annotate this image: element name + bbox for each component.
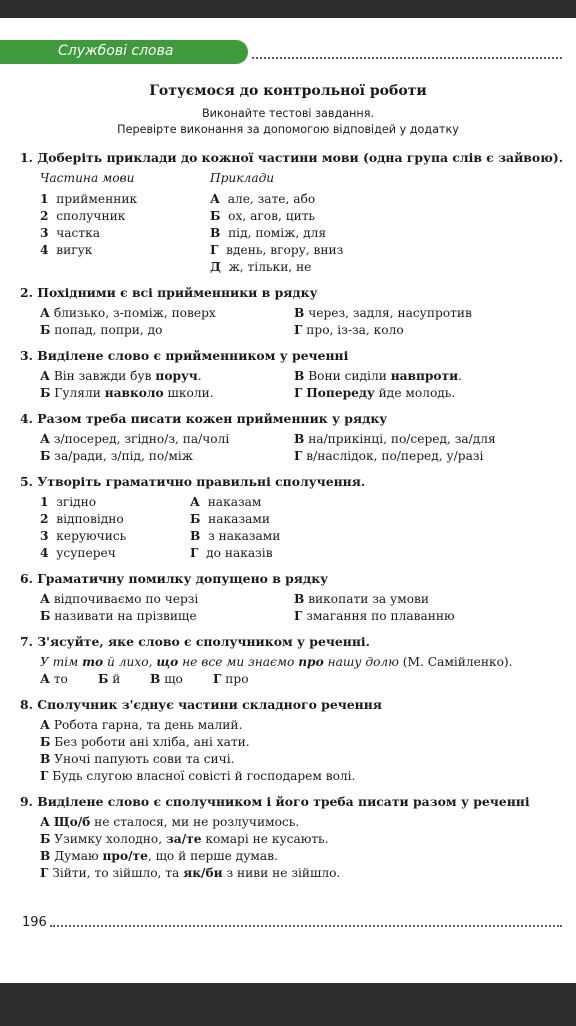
q1-part: 4 вигук <box>40 243 93 257</box>
q8-option-b: Б Без роботи ані хліба, ані хати. <box>40 735 250 749</box>
q4-option-b: Б за/ради, з/під, по/між <box>40 449 193 463</box>
q1-part: 3 частка <box>40 226 101 240</box>
q1-example: Д ж, тільки, не <box>210 260 312 274</box>
q5-right-item: Б наказами <box>190 512 270 526</box>
q8-option-g: Г Будь слугою власної совісті й господарем волі. <box>40 769 356 783</box>
q5-left-item: 2 відповідно <box>40 512 124 526</box>
q7-question: 7. З'ясуйте, яке слово є сполучником у реченні. <box>20 634 370 649</box>
q1-part: 2 сполучник <box>40 209 126 223</box>
q7-option-a: А то <box>40 672 68 686</box>
q8-option-v: В Уночі папують сови та сичі. <box>40 752 235 766</box>
q2-option-v: В через, задля, насупротив <box>294 306 472 320</box>
page-number: 196 <box>22 915 47 930</box>
q3-option-v: В Вони сиділи навпроти. <box>294 369 463 383</box>
q5-left-item: 4 усупереч <box>40 546 116 560</box>
instruction-2: Перевірте виконання за допомогою відповідей у додатку <box>117 123 459 136</box>
q7-option-g: Г про <box>213 672 249 686</box>
q6-question: 6. Граматичну помилку допущено в рядку <box>20 571 329 586</box>
q9-option-a: А Що/б не сталося, ми не розлучимось. <box>40 815 300 829</box>
q1-part: 1 прийменник <box>40 192 138 206</box>
q3-option-a: А Він завжди був поруч. <box>40 369 202 383</box>
q8-option-a: А Робота гарна, та день малий. <box>40 718 243 732</box>
q4-option-v: В на/прикінці, по/серед, за/для <box>294 432 496 446</box>
footer-dotted-line <box>50 925 562 927</box>
q8-question: 8. Сполучник з'єднує частини складного речення <box>20 697 382 712</box>
q7-option-b: Б й <box>98 672 121 686</box>
page-title: Готуємося до контрольної роботи <box>149 83 427 99</box>
q1-question: 1. Доберіть приклади до кожної частини мови (одна група слів є зайвою). <box>20 150 564 165</box>
q1-example: Б ох, агов, цить <box>210 209 316 223</box>
q3-option-g: Г Попереду йде молодь. <box>294 386 456 400</box>
q4-question: 4. Разом треба писати кожен прийменник у рядку <box>20 411 388 426</box>
q1-example: Г вдень, вгору, вниз <box>210 243 344 257</box>
q5-question: 5. Утворіть граматично правильні сполучення. <box>20 474 366 489</box>
q5-right-item: В з наказами <box>190 529 281 543</box>
q9-option-b: Б Узимку холодно, за/те комарі не кусають. <box>40 832 329 846</box>
q5-left-item: 1 згідно <box>40 495 97 509</box>
q1-col-header-examples: Приклади <box>210 171 275 185</box>
q1-col-header-parts: Частина мови <box>40 171 135 185</box>
header-dotted-line <box>252 57 562 59</box>
q7-sentence: У тім то й лихо, що не все ми знаємо про нашу долю (М. Самійленко). <box>40 655 513 669</box>
q9-question: 9. Виділене слово є сполучником і його треба писати разом у реченні <box>20 794 530 809</box>
q1-example: А але, зате, або <box>210 192 316 206</box>
q2-question: 2. Похідними є всі прийменники в рядку <box>20 285 318 300</box>
q6-option-v: В викопати за умови <box>294 592 430 606</box>
q4-option-a: А з/посеред, згідно/з, па/чолі <box>40 432 230 446</box>
instruction-1: Виконайте тестові завдання. <box>201 107 375 120</box>
q9-option-v: В Думаю про/те, що й перше думав. <box>40 849 278 863</box>
section-tab <box>0 40 248 64</box>
q9-option-g: Г Зійти, то зійшло, та як/би з ниви не зійшло. <box>40 866 341 880</box>
q2-option-g: Г про, із-за, коло <box>294 323 404 337</box>
q6-option-g: Г змагання по плаванню <box>294 609 455 623</box>
q7-option-v: В що <box>150 672 183 686</box>
q3-option-b: Б Гуляли навколо школи. <box>40 386 214 400</box>
q4-option-g: Г в/наслідок, по/перед, у/разі <box>294 449 484 463</box>
section-tab-label: Службові слова <box>58 43 174 59</box>
q2-option-b: Б попад, попри, до <box>40 323 163 337</box>
q6-option-b: Б називати на прізвище <box>40 609 197 623</box>
q1-example: В під, поміж, для <box>210 226 327 240</box>
q2-option-a: А близько, з-поміж, поверх <box>40 306 216 320</box>
q6-option-a: А відпочиваємо по черзі <box>40 592 199 606</box>
q3-question: 3. Виділене слово є прийменником у реченні <box>20 348 349 363</box>
q5-right-item: А наказам <box>190 495 262 509</box>
bottom-bar <box>0 983 576 1026</box>
q5-left-item: 3 керуючись <box>40 529 127 543</box>
top-bar <box>0 0 576 18</box>
q5-right-item: Г до наказів <box>190 546 273 560</box>
